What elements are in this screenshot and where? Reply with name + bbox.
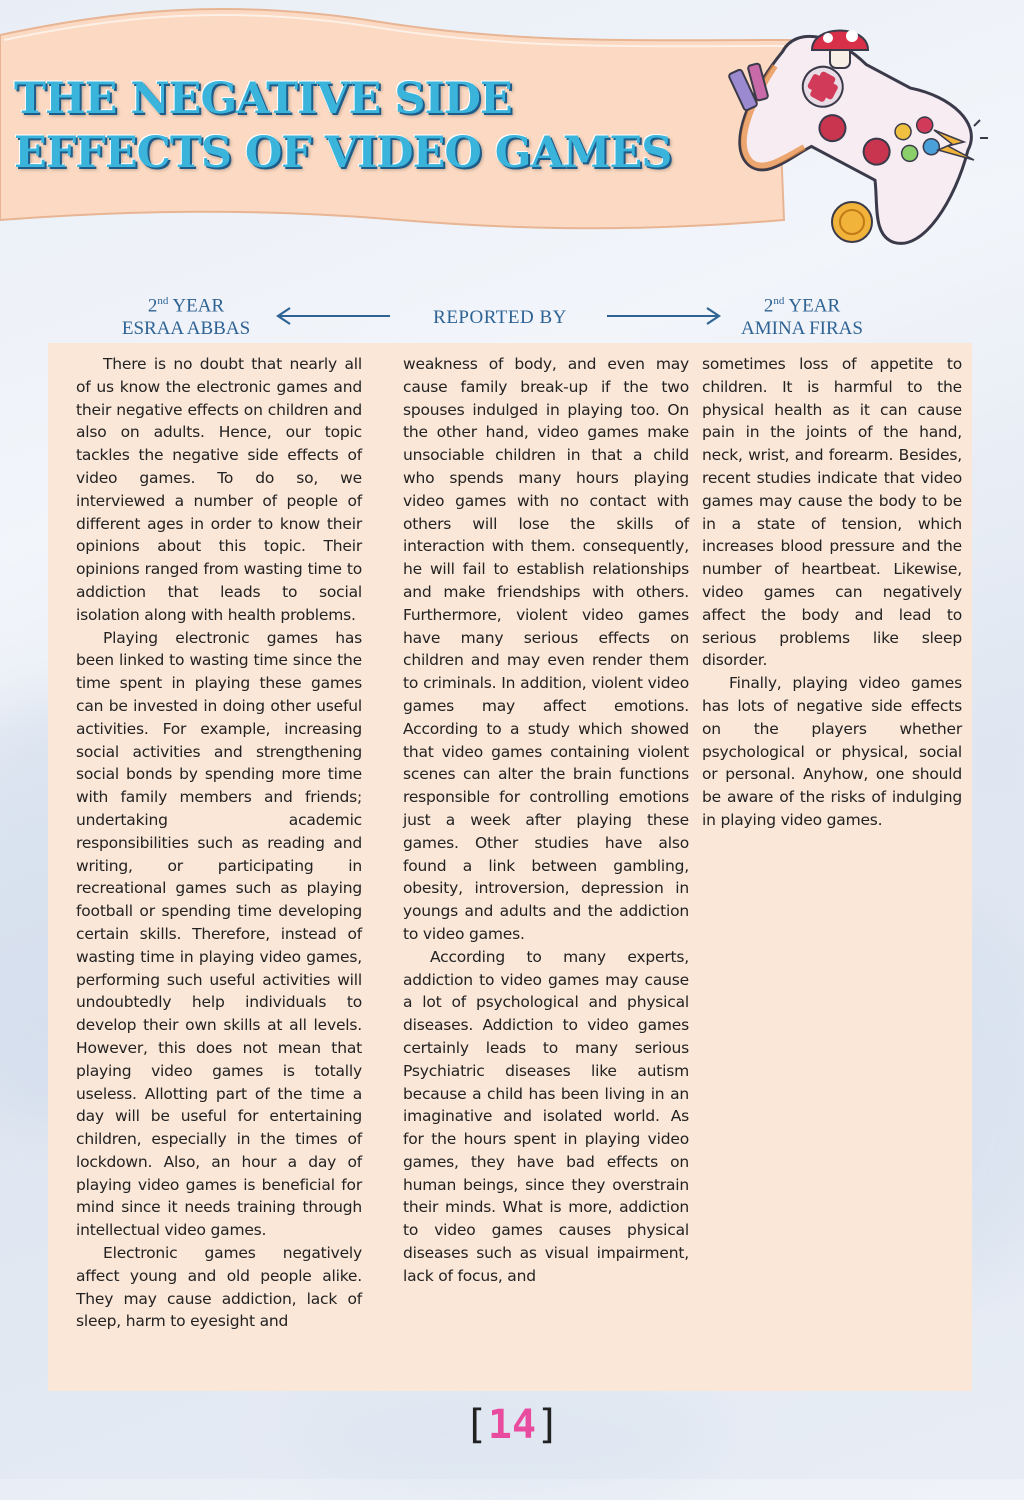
byline-center: REPORTED BY [433, 307, 567, 328]
page-title: THE NEGATIVE SIDE EFFECTS OF VIDEO GAMES [14, 74, 672, 178]
byline-left [96, 290, 276, 340]
page-number [462, 1400, 562, 1450]
byline-right-year-num: 2 [763, 295, 774, 317]
paragraph: According to many experts, addiction to video games may cause a lot of psychological and physical diseases. Addiction to video games certainly leads to many serious Psychiatric diseases like autism because a child has been living in an imaginative and isolated world. As for the hours spent in playing video games, they have bad effects on human beings, since they overstrain their minds. What is more, addiction to video games causes physical diseases such as visual impairment, lack of focus, and [403, 947, 689, 1285]
byline-right-year-word: YEAR [788, 295, 841, 317]
byline-left-name: ESRAA ABBAS [121, 318, 251, 340]
page-number-close-bracket: ] [536, 1402, 561, 1448]
article-column-3 [702, 353, 962, 832]
arrow-right-icon [605, 306, 723, 326]
byline-left-year-num: 2 [147, 295, 158, 317]
paragraph: Electronic games negatively affect young and old people alike. They may cause addiction, lack of sleep, harm to eyesight and [76, 1244, 362, 1331]
byline-left-year-word: YEAR [172, 295, 225, 317]
byline-right-year-suffix: nd [773, 295, 785, 307]
page-number-open-bracket: [ [463, 1402, 488, 1448]
page-number-digits: 14 [487, 1402, 537, 1448]
paragraph: sometimes loss of appetite to children. It is harmful to the physical health as it can cause pain in the joints of the hand, neck, wrist, and forearm. Besides, recent studies indicate that video games may cause the body to be in a state of tension, which increases blood pressure and the number of heartbeat. Likewise, video games can negatively affect the body and lead to serious problems like sleep disorder. [702, 355, 962, 670]
paragraph: Playing electronic games has been linked to wasting time since the time spent in playing these games can be invested in doing other useful activities. For example, increasing social activities and strengthening social bonds by spending more time with family members and friends; undertaking academic responsibilities such as reading and writing, or participating in recreational games such as playing football or spending time developing certain skills. Therefore, instead of wasting time in playing video games, performing such useful activities will undoubtedly help individuals to develop their own skills at all levels. However, this does not mean that playing video games is totally useless. Allotting part of the time a day will be useful for entertaining children, especially in the times of lockdown. Also, an hour a day of playing video games is beneficial for mind since it needs training through intellectual video games. [76, 628, 362, 1240]
article-column-1 [76, 353, 362, 1333]
paragraph: weakness of body, and even may cause family break-up if the two spouses indulged in playing too. On the other hand, video games make unsociable children in that a child who spends many hours playing video games with no contact with others will lose the skills of interaction with them. consequently, he will fail to establish relationships and make friendships with others. Furthermore, violent video games have many serious effects on children and may even render them to criminals. In addition, violent video games may affect emotions. According to a study which showed that video games containing violent scenes can alter the brain functions responsible for controlling emotions just a week after playing these games. Other studies have also found a link between gambling, obesity, introversion, depression in youngs and adults and the addiction to video games. [403, 355, 689, 943]
byline-left-year-suffix: nd [157, 295, 169, 307]
article-column-2 [403, 353, 689, 1288]
game-controller-icon [712, 14, 992, 254]
byline-right [712, 290, 892, 340]
arrow-left-icon [274, 306, 392, 326]
article-body [48, 343, 972, 1391]
byline-right-name: AMINA FIRAS [741, 318, 863, 340]
paragraph: There is no doubt that nearly all of us know the electronic games and their negative effects on children and also on adults. Hence, our topic tackles the negative side effects of video games. To do so, we interviewed a number of people of different ages in order to know their opinions about this topic. Their opinions ranged from wasting time to addiction that leads to social isolation along with health problems. [76, 355, 362, 624]
paragraph: Finally, playing video games has lots of negative side effects on the players whether psychological or physical, social or personal. Anyhow, one should be aware of the risks of indulging in playing video games. [702, 674, 962, 829]
